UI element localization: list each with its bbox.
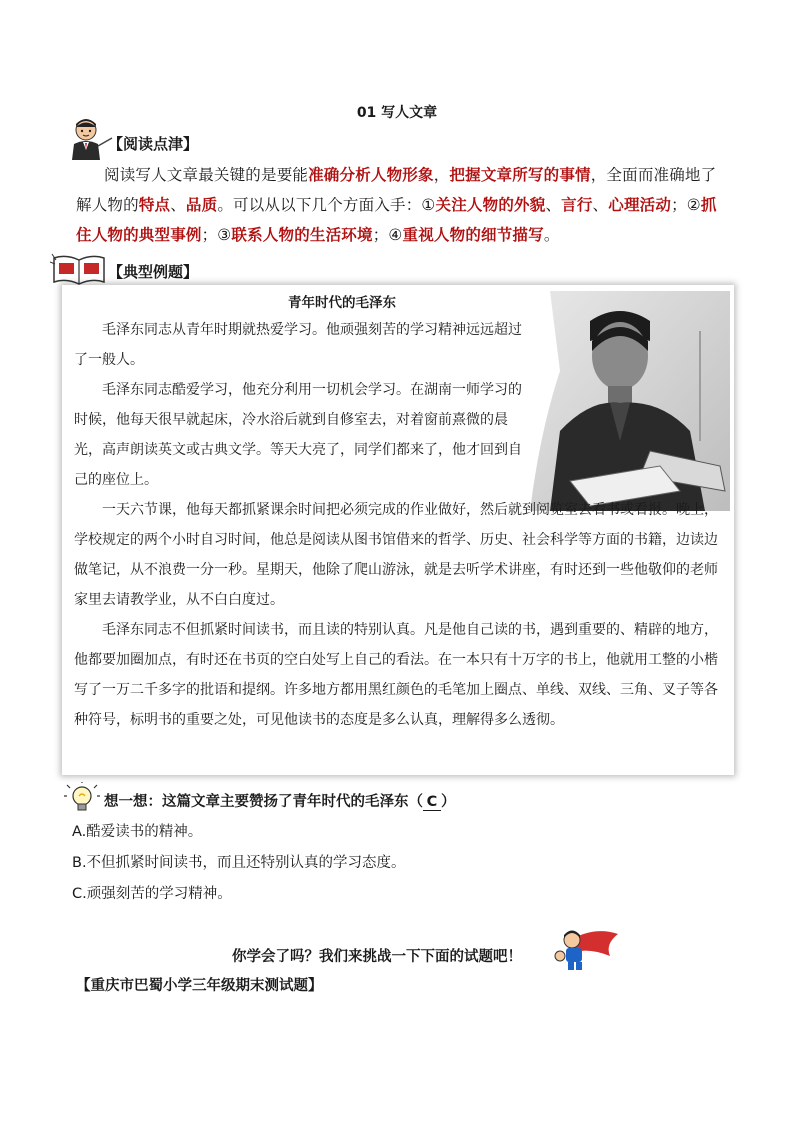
exam-source: 【重庆市巴蜀小学三年级期末测试题】 [76,978,323,994]
story-paragraph: 毛泽东同志酷爱学习，他充分利用一切机会学习。在湖南一师学习的时候，他每天很早就起床，冷水浴后就到自修室去，对着窗前熹微的晨光，高声朗读英文或古典文学。等天大亮了，同学们都来了，他才回到自己的座位上。 [74,382,522,488]
teacher-icon [66,116,114,160]
reading-tips-heading: 【阅读点津】 [108,135,199,153]
story-paragraph: 毛泽东同志不但抓紧时间读书，而且读的特别认真。凡是他自己读的书，遇到重要的、精辟的地方，他都要加圈加点，有时还在书页的空白处写上自己的看法。在一本只有十万字的书上，他就用工整的小楷写了一万二千多字的批语和提纲。许多地方都用黑红颜色的毛笔加上圈点、单线、双线、三角、叉子等各种符号，标明书的重要之处，可见他读书的态度是多么认真，理解得多么透彻。 [74,622,718,728]
reading-tips-text: 阅读写人文章最关键的是要能准确分析人物形象，把握文章所写的事情，全面而准确地了解人物的特点、品质。可以从以下几个方面入手：①关注人物的外貌、言行、心理活动；②抓住人物的典型事例；③联系人物的生活环境；④重视人物的细节描写。 [76,166,717,244]
option-c: C.顽强刻苦的学习精神。 [72,886,232,902]
lightbulb-icon [64,782,100,816]
story-paragraph: 毛泽东同志从青年时期就热爱学习。他顽强刻苦的学习精神远远超过了一般人。 [74,322,522,368]
story-body [74,315,722,735]
example-heading: 【典型例题】 [108,263,199,281]
challenge-prompt: 你学会了吗？我们来挑战一下下面的试题吧！ [232,949,522,965]
page-title: 01 写人文章 [356,105,438,121]
example-passage-card [62,285,734,775]
book-icon [50,252,108,286]
option-a: A.酷爱读书的精神。 [72,824,203,840]
superhero-icon [550,926,620,974]
question-text: 想一想：这篇文章主要赞扬了青年时代的毛泽东（ C ） [104,794,456,810]
story-title: 青年时代的毛泽东 [288,295,396,311]
option-b: B.不但抓紧时间读书，而且还特别认真的学习态度。 [72,855,406,871]
story-paragraph: 一天六节课，他每天都抓紧课余时间把必须完成的作业做好，然后就到阅览室去看书或看报。晚上，学校规定的两个小时自习时间，他总是阅读从图书馆借来的哲学、历史、社会科学等方面的书籍，边读边做笔记，从不浪费一分一秒。星期天，他除了爬山游泳，就是去听学术讲座，有时还到一些他敬仰的老师家里去请教学业，从不白白度过。 [74,502,718,608]
answer-blank: C [423,794,441,811]
